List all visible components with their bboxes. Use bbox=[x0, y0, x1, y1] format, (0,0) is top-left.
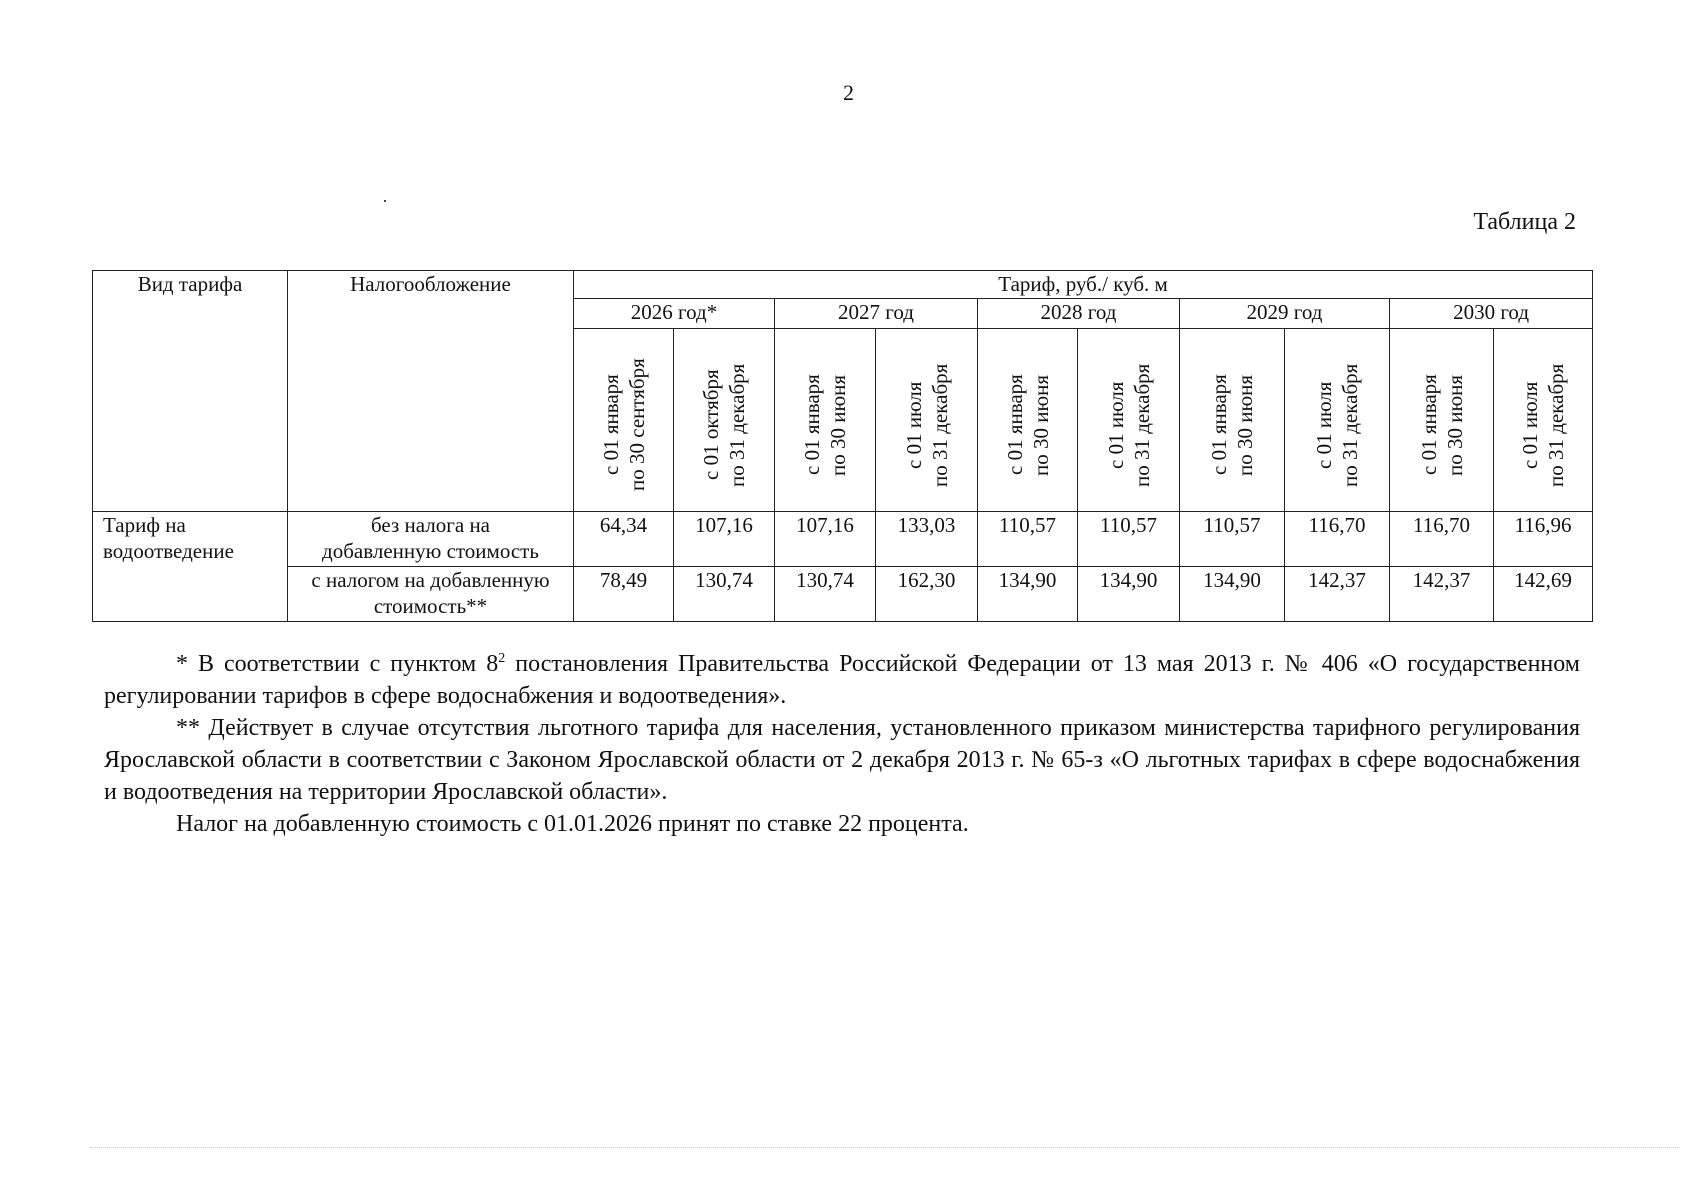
period-cell bbox=[1494, 329, 1593, 512]
footnote-1-end: постановления Правительства Российской Федерации от 13 мая 2013 г. № 406 «О государственном регулировании тарифов в сфере водоснабжения и водоотведения». bbox=[104, 651, 1580, 709]
value-cell: 116,70 bbox=[1285, 512, 1390, 567]
taxation-line: добавленную стоимость bbox=[322, 539, 539, 563]
value-cell: 110,57 bbox=[1180, 512, 1285, 567]
value-cell: 64,34 bbox=[574, 512, 674, 567]
header-tax: Налогообложение bbox=[288, 271, 574, 512]
period-line: по 30 июня bbox=[1233, 374, 1257, 476]
value-cell: 107,16 bbox=[674, 512, 775, 567]
value-cell: 130,74 bbox=[775, 567, 876, 622]
period-line: с 01 октября bbox=[699, 369, 723, 481]
period-line: по 31 декабря bbox=[1338, 363, 1362, 487]
year-2028: 2028 год bbox=[978, 299, 1180, 329]
footnote-1-superscript: 2 bbox=[498, 651, 506, 666]
tariff-table bbox=[92, 270, 1593, 622]
scan-artifact-line bbox=[90, 1147, 1680, 1149]
period-cell bbox=[1285, 329, 1390, 512]
table-row bbox=[93, 512, 1593, 567]
period-line: по 31 декабря bbox=[1544, 363, 1569, 487]
period-line: с 01 июля bbox=[1518, 381, 1543, 469]
year-2030: 2030 год bbox=[1390, 299, 1593, 329]
period-cell bbox=[775, 329, 876, 512]
page-number: 2 bbox=[843, 80, 854, 105]
period-line: по 31 декабря bbox=[927, 363, 952, 487]
header-tariff: Тариф, руб./ куб. м bbox=[574, 271, 1593, 299]
period-line: с 01 января bbox=[1207, 374, 1231, 476]
period-cell bbox=[1390, 329, 1494, 512]
value-cell: 134,90 bbox=[1180, 567, 1285, 622]
period-line: с 01 июля bbox=[901, 381, 926, 469]
period-line: с 01 января bbox=[1002, 374, 1027, 476]
value-cell: 142,37 bbox=[1285, 567, 1390, 622]
footnotes bbox=[104, 648, 1580, 840]
footnote-2: ** Действует в случае отсутствия льготного тарифа для населения, установленного приказом министерства тарифного регулирования Ярославской области в соответствии с Законом Ярославской области от 2 декабря 2013 г. № 65-з «О льготных тарифах в сфере водоснабжения и водоотведения на территории Ярославской области». bbox=[104, 715, 1580, 805]
period-line: по 30 сентября bbox=[624, 358, 649, 492]
value-cell: 134,90 bbox=[978, 567, 1078, 622]
value-cell: 142,69 bbox=[1494, 567, 1593, 622]
table-caption: Таблица 2 bbox=[1473, 209, 1576, 235]
value-cell: 110,57 bbox=[978, 512, 1078, 567]
footnote-3: Налог на добавленную стоимость с 01.01.2026 принят по ставке 22 процента. bbox=[176, 811, 969, 837]
scan-speck bbox=[384, 200, 386, 202]
period-line: с 01 января bbox=[1416, 374, 1441, 476]
period-cell bbox=[1180, 329, 1285, 512]
value-cell: 134,90 bbox=[1078, 567, 1180, 622]
tariff-kind-line: водоотведение bbox=[103, 539, 234, 563]
tariff-kind-line: Тариф на bbox=[103, 513, 186, 537]
period-line: по 30 июня bbox=[1442, 374, 1467, 476]
taxation-line: с налогом на добавленную bbox=[311, 568, 550, 592]
header-kind: Вид тарифа bbox=[93, 271, 288, 512]
year-2029: 2029 год bbox=[1180, 299, 1390, 329]
period-cell bbox=[674, 329, 775, 512]
period-line: по 31 декабря bbox=[1129, 363, 1154, 487]
period-line: с 01 июля bbox=[1312, 381, 1336, 469]
period-line: с 01 июля bbox=[1103, 381, 1128, 469]
taxation-line: без налога на bbox=[371, 513, 490, 537]
value-cell: 107,16 bbox=[775, 512, 876, 567]
header-row-top bbox=[93, 271, 1593, 299]
value-cell: 142,37 bbox=[1390, 567, 1494, 622]
value-cell: 130,74 bbox=[674, 567, 775, 622]
value-cell: 162,30 bbox=[876, 567, 978, 622]
period-line: по 30 июня bbox=[1028, 374, 1053, 476]
period-cell bbox=[876, 329, 978, 512]
period-line: с 01 января bbox=[800, 374, 824, 476]
year-2027: 2027 год bbox=[775, 299, 978, 329]
period-cell bbox=[978, 329, 1078, 512]
taxation-line: стоимость** bbox=[373, 594, 488, 618]
footnote-1-start: * В соответствии с пунктом 8 bbox=[176, 651, 499, 677]
period-cell bbox=[574, 329, 674, 512]
value-cell: 110,57 bbox=[1078, 512, 1180, 567]
value-cell: 133,03 bbox=[876, 512, 978, 567]
value-cell: 78,49 bbox=[574, 567, 674, 622]
tariff-kind-cell bbox=[93, 512, 288, 622]
taxation-cell bbox=[288, 512, 574, 567]
period-line: по 30 июня bbox=[826, 374, 850, 476]
period-cell bbox=[1078, 329, 1180, 512]
table-row bbox=[93, 567, 1593, 622]
footnote-1 bbox=[104, 648, 1580, 712]
period-line: с 01 января bbox=[598, 374, 623, 476]
value-cell: 116,70 bbox=[1390, 512, 1494, 567]
year-2026: 2026 год* bbox=[574, 299, 775, 329]
value-cell: 116,96 bbox=[1494, 512, 1593, 567]
period-line: по 31 декабря bbox=[725, 363, 749, 487]
taxation-cell bbox=[288, 567, 574, 622]
